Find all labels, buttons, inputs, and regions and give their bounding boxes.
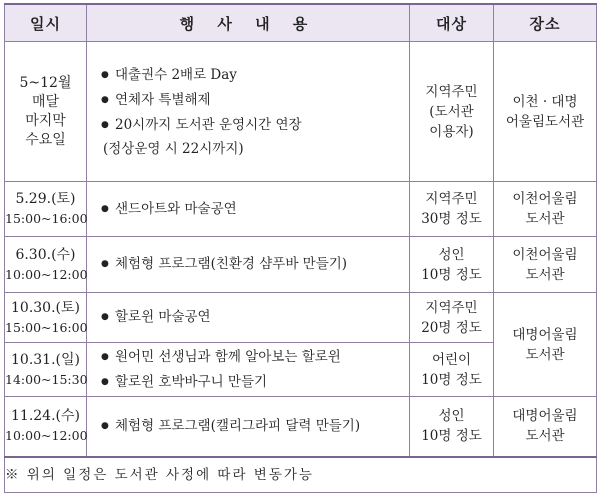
target-cell [410, 293, 494, 343]
target-line: 30명 정도 [421, 211, 482, 227]
list-item: ● 대출권수 2배로 Day [101, 63, 409, 88]
date-cell [5, 182, 87, 237]
content-cell [87, 293, 410, 343]
list-sub-note: (정상운영 시 22시까지) [103, 141, 244, 157]
list-item: ● 할로윈 호박바구니 만들기 [101, 370, 409, 395]
target-line: 10명 정도 [421, 371, 482, 388]
target-line: 지역주민 [425, 191, 478, 207]
place-cell [494, 182, 597, 237]
target-line: 20명 정도 [421, 319, 482, 336]
event-list [87, 345, 409, 395]
date-cell [5, 237, 87, 293]
target-cell [410, 397, 494, 457]
place-line: 도서관 [525, 211, 565, 227]
date-cell [5, 397, 87, 457]
date-label: 10.30.(토) [11, 299, 80, 316]
table-row [5, 293, 597, 343]
place-cell [494, 293, 597, 397]
date-label: 10.31.(일) [11, 351, 80, 368]
place-line: 도서관 [525, 346, 565, 363]
place-line: 대명어울림 [512, 408, 578, 425]
date-cell [5, 42, 87, 182]
date-line: 매달 [31, 93, 60, 110]
place-line: 도서관 [525, 428, 565, 445]
target-line: 10명 정도 [421, 266, 482, 283]
header-date: 일시 [5, 4, 87, 42]
list-item: ● 할로윈 마술공연 [101, 305, 409, 330]
target-cell [410, 343, 494, 397]
table-row [5, 397, 597, 457]
target-line: 지역주민 [425, 83, 478, 100]
footnote-row [5, 457, 597, 493]
list-item: ● 연체자 특별해제 [101, 88, 409, 113]
event-list [87, 63, 409, 160]
list-item: ● 체험형 프로그램(캘리그라피 달력 만들기) [101, 414, 409, 439]
date-line: 수요일 [25, 131, 66, 148]
time-label: 10:00~12:00 [5, 428, 88, 444]
time-label: 15:00~16:00 [5, 319, 88, 335]
target-line: 성인 [438, 246, 465, 263]
time-label: 15:00~16:00 [5, 211, 88, 226]
place-line: 도서관 [525, 266, 565, 283]
event-schedule-table [4, 3, 597, 493]
footnote: ※ 위의 일정은 도서관 사정에 따라 변동가능 [5, 457, 597, 493]
place-line: 이천어울림 [512, 246, 578, 263]
header-content: 행 사 내 용 [87, 4, 410, 42]
list-item: ● 체험형 프로그램(친환경 샴푸바 만들기) [101, 252, 409, 277]
target-line: 지역주민 [425, 299, 478, 316]
place-cell [494, 237, 597, 293]
content-cell [87, 182, 410, 237]
time-label: 10:00~12:00 [5, 266, 88, 282]
target-cell [410, 182, 494, 237]
target-line: 어린이 [431, 351, 472, 368]
content-cell [87, 397, 410, 457]
target-line: 이용자) [429, 123, 474, 140]
content-cell [87, 343, 410, 397]
place-cell [494, 42, 597, 182]
list-item: ● 20시까지 도서관 운영시간 연장 [101, 113, 409, 138]
event-list [87, 305, 409, 330]
time-label: 14:00~15:30 [5, 371, 88, 387]
date-cell [5, 343, 87, 397]
place-line: 이천어울림 [512, 191, 578, 207]
target-line: (도서관 [429, 103, 474, 120]
date-label: 5.29.(토) [15, 191, 76, 207]
event-list [87, 197, 409, 222]
event-list [87, 414, 409, 439]
place-line: 어울림도서관 [505, 113, 585, 130]
list-item: ● 원어민 선생님과 함께 알아보는 할로윈 [101, 345, 409, 370]
date-line: 마지막 [25, 112, 66, 129]
list-item: ● 샌드아트와 마술공연 [101, 197, 409, 222]
date-cell [5, 293, 87, 343]
header-place: 장소 [494, 4, 597, 42]
header-target: 대상 [410, 4, 494, 42]
target-line: 10명 정도 [421, 428, 482, 445]
content-cell [87, 237, 410, 293]
date-label: 6.30.(수) [15, 246, 76, 263]
target-cell [410, 237, 494, 293]
date-label: 11.24.(수) [11, 408, 80, 425]
table-row [5, 237, 597, 293]
event-list [87, 252, 409, 277]
place-cell [494, 397, 597, 457]
target-cell [410, 42, 494, 182]
header-row [5, 4, 597, 42]
place-line: 대명어울림 [512, 326, 578, 343]
table-row [5, 182, 597, 237]
target-line: 성인 [438, 408, 465, 425]
place-line: 이천 · 대명 [512, 93, 578, 110]
content-cell [87, 42, 410, 182]
date-line: 5~12월 [19, 74, 72, 91]
table-row [5, 42, 597, 182]
